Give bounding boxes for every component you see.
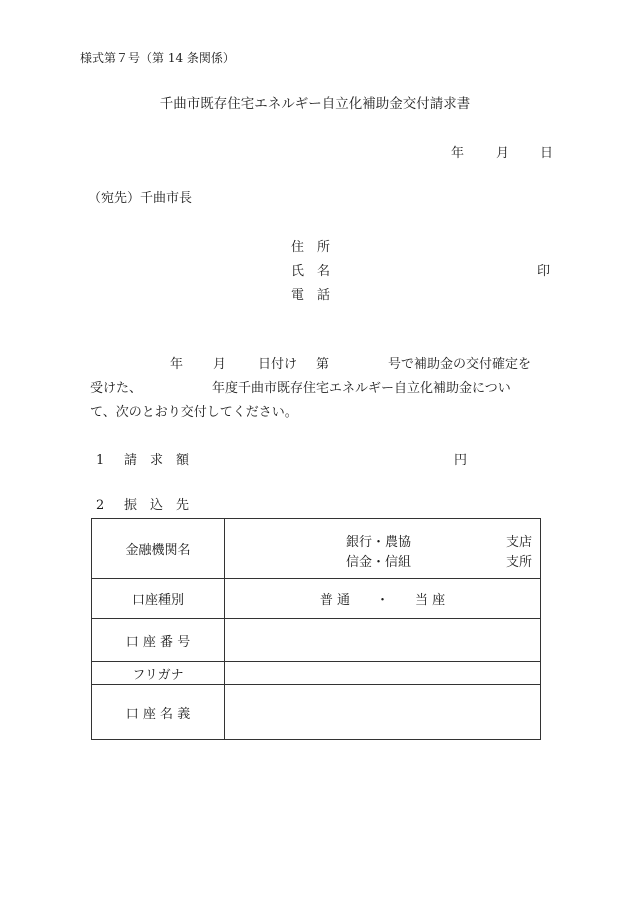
body-line-2-start: 受けた、 [90, 381, 143, 396]
institution-label: 金融機関名 [92, 519, 225, 579]
account-name-row [92, 685, 541, 740]
transfer-label: 振 込 先 [124, 498, 190, 513]
claim-number: 1 [96, 453, 105, 468]
account-name-label: 口 座 名 義 [92, 685, 225, 740]
date-day: 日 [540, 146, 554, 161]
institution-value[interactable] [225, 519, 541, 579]
body-line-2-rest: 年度千曲市既存住宅エネルギー自立化補助金につい [212, 381, 511, 396]
claim-label: 請 求 額 [124, 453, 190, 468]
account-number-row [92, 619, 541, 662]
transfer-number: 2 [96, 498, 105, 513]
claim-unit: 円 [454, 453, 468, 468]
account-name-field[interactable] [225, 685, 541, 740]
furigana-row [92, 662, 541, 685]
account-number-label: 口 座 番 号 [92, 619, 225, 662]
account-type-options[interactable]: 普 通 ・ 当 座 [225, 579, 541, 619]
account-type-row [92, 579, 541, 619]
applicant-name-label: 氏 名 [291, 264, 331, 279]
body-no: 第 [316, 357, 330, 372]
body-year: 年 [170, 357, 184, 372]
addressee: （宛先）千曲市長 [88, 191, 193, 206]
account-type-label: 口座種別 [92, 579, 225, 619]
bank-transfer-table [91, 518, 541, 740]
institution-row [92, 519, 541, 579]
furigana-label: フリガナ [92, 662, 225, 685]
date-year: 年 [451, 146, 465, 161]
account-number-field[interactable] [225, 619, 541, 662]
applicant-phone-label: 電 話 [291, 288, 331, 303]
date-month: 月 [496, 146, 510, 161]
body-line-1-rest: 号で補助金の交付確定を [388, 357, 532, 372]
bank-type-line-2: 信金・信組 [346, 555, 412, 570]
furigana-field[interactable] [225, 662, 541, 685]
body-month: 月 [213, 357, 227, 372]
document-title: 千曲市既存住宅エネルギー自立化補助金交付請求書 [159, 96, 471, 112]
seal-mark: 印 [537, 264, 551, 279]
branch-label-2: 支所 [506, 555, 533, 570]
body-line-3: て、次のとおり交付してください。 [90, 405, 298, 420]
form-number: 様式第７号（第 14 条関係） [80, 51, 235, 65]
bank-type-line-1: 銀行・農協 [346, 535, 412, 550]
applicant-address-label: 住 所 [291, 240, 331, 255]
branch-label-1: 支店 [506, 535, 533, 550]
body-dated: 日付け [258, 357, 298, 372]
